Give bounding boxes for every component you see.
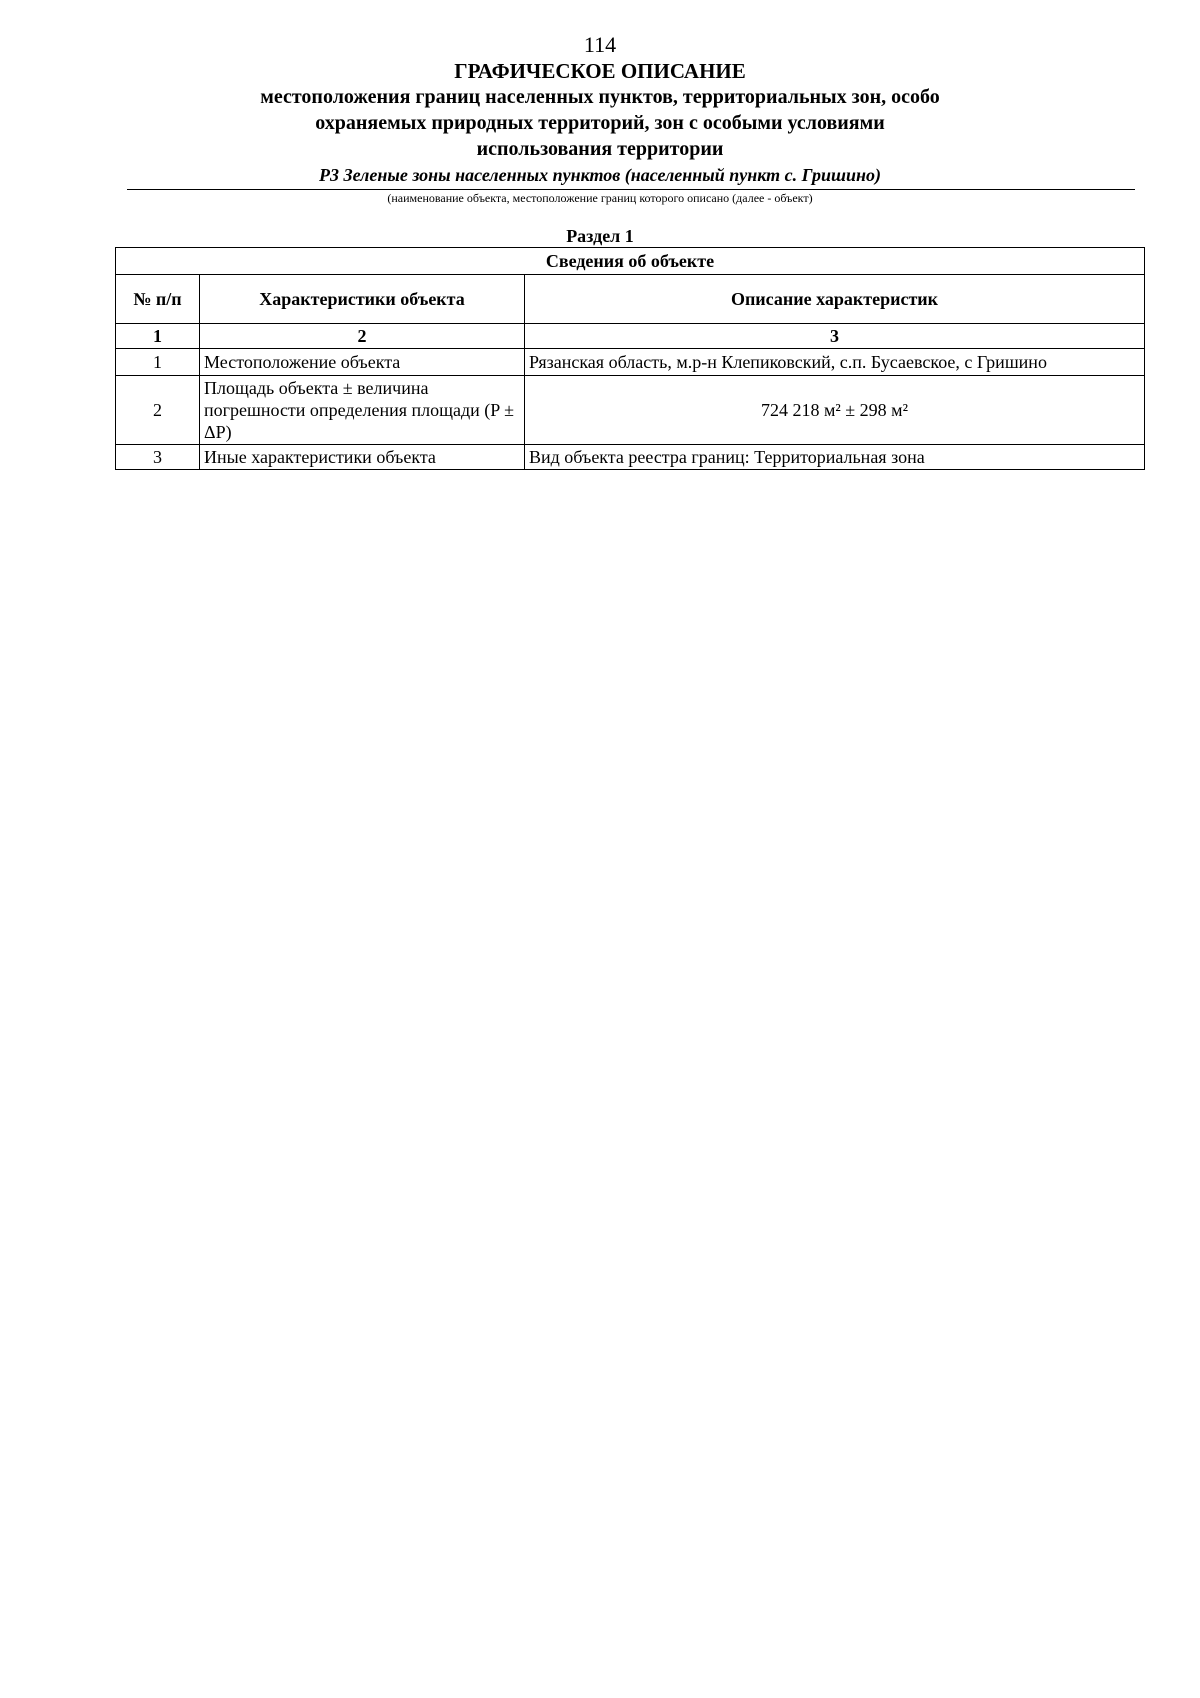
row-characteristic: Иные характеристики объекта [200, 445, 525, 470]
column-number-2: 2 [200, 324, 525, 349]
header-characteristic: Характеристики объекта [200, 275, 525, 324]
table-caption-row [116, 248, 1145, 275]
object-underline [127, 189, 1135, 190]
table-row [116, 349, 1145, 376]
table-header-row [116, 275, 1145, 324]
row-num: 1 [116, 349, 200, 376]
row-description: 724 218 м² ± 298 м² [525, 376, 1145, 445]
object-info-table [115, 247, 1145, 470]
document-subtitle: местоположения границ населенных пунктов, территориальных зон, особо охраняемых природных территорий, зон с особыми условиями использования территории [260, 86, 940, 160]
document-title: ГРАФИЧЕСКОЕ ОПИСАНИЕ [454, 59, 746, 83]
section-title: Раздел 1 [566, 226, 634, 246]
table-caption: Сведения об объекте [116, 248, 1145, 275]
row-description: Рязанская область, м.р-н Клепиковский, с.п. Бусаевское, с Гришино [525, 349, 1145, 376]
row-num: 2 [116, 376, 200, 445]
page-number: 114 [583, 32, 617, 57]
row-characteristic: Местоположение объекта [200, 349, 525, 376]
row-num: 3 [116, 445, 200, 470]
row-description: Вид объекта реестра границ: Территориальная зона [525, 445, 1145, 470]
column-number-1: 1 [116, 324, 200, 349]
header-num: № п/п [116, 275, 200, 324]
row-characteristic: Площадь объекта ± величина погрешности определения площади (P ± ΔP) [200, 376, 525, 445]
column-number-row [116, 324, 1145, 349]
header-description: Описание характеристик [525, 275, 1145, 324]
object-caption: (наименование объекта, местоположение границ которого описано (далее - объект) [387, 191, 813, 205]
object-name: Р3 Зеленые зоны населенных пунктов (населенный пункт с. Гришино) [318, 165, 882, 185]
table-row [116, 376, 1145, 445]
column-number-3: 3 [525, 324, 1145, 349]
table-row [116, 445, 1145, 470]
